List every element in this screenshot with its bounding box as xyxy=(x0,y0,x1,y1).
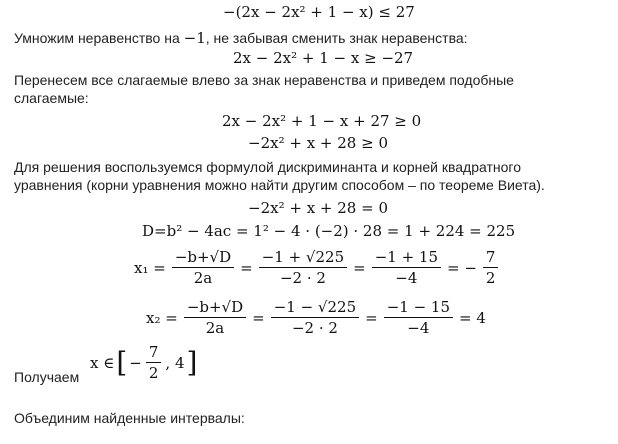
x2-formula-num: −b+√D xyxy=(184,298,246,318)
result-close-bracket: ] xyxy=(186,346,198,379)
discriminant-text-1: Для решения воспользуемся формулой дискриминанта и корней квадратного xyxy=(14,159,521,175)
result-fraction xyxy=(146,343,162,382)
result-open-bracket: [ xyxy=(116,346,128,379)
x1-result-fraction xyxy=(483,248,499,287)
quadratic-equation: −2x² + x + 28 = 0 xyxy=(248,199,388,217)
x2-eq-1: = xyxy=(252,308,265,327)
x1-eq-1: = xyxy=(240,258,253,277)
x1-eval-num: −1 + 15 xyxy=(372,248,441,268)
x1-formula-num: −b+√D xyxy=(172,248,234,268)
result-interval xyxy=(90,343,197,382)
x2-eval-den: −4 xyxy=(407,319,430,337)
x2-lhs: x₂ = xyxy=(146,308,178,327)
result-num: 7 xyxy=(146,343,162,363)
root-x2 xyxy=(146,298,486,337)
multiply-text-b: , не забывая сменить знак неравенства: xyxy=(205,30,468,46)
x1-subst-fraction xyxy=(259,248,347,287)
x2-subst-den: −2 · 2 xyxy=(291,319,338,337)
root-x1 xyxy=(134,248,500,287)
move-terms-text-2: слагаемые: xyxy=(14,90,89,106)
multiply-value: −1 xyxy=(183,29,206,47)
discriminant-calculation: D=b² − 4ac = 1² − 4 · (−2) · 28 = 1 + 224 = 225 xyxy=(142,222,516,240)
x1-result-den: 2 xyxy=(485,269,496,287)
multiply-text-a: Умножим неравенство на xyxy=(14,30,180,46)
result-comma-end: , 4 xyxy=(165,353,185,372)
flipped-inequality: 2x − 2x² + 1 − x ≥ −27 xyxy=(233,49,414,67)
x2-tail: = 4 xyxy=(459,308,486,327)
moved-inequality: 2x − 2x² + 1 − x + 27 ≥ 0 xyxy=(222,112,422,130)
x2-formula-fraction xyxy=(184,298,246,337)
x2-eq-2: = xyxy=(365,308,378,327)
x1-formula-den: 2a xyxy=(193,269,213,287)
x2-eval-num: −1 − 15 xyxy=(384,298,453,318)
result-label: Получаем xyxy=(14,369,80,385)
result-den: 2 xyxy=(148,364,159,382)
x1-lhs: x₁ = xyxy=(134,258,166,277)
x1-result-num: 7 xyxy=(483,248,499,268)
initial-inequality: −(2x − 2x² + 1 − x) ≤ 27 xyxy=(223,3,415,21)
x2-formula-den: 2a xyxy=(205,319,225,337)
x1-formula-fraction xyxy=(172,248,234,287)
x2-subst-num: −1 − √225 xyxy=(271,298,359,318)
x2-subst-fraction xyxy=(271,298,359,337)
simplified-inequality: −2x² + x + 28 ≥ 0 xyxy=(248,134,388,152)
move-terms-text-1: Перенесем все слагаемые влево за знак неравенства и приведем подобные xyxy=(14,72,514,88)
discriminant-text-2: уравнения (корни уравнения можно найти другим способом – по теореме Виета). xyxy=(14,177,545,193)
x1-eval-den: −4 xyxy=(395,269,418,287)
x1-eval-fraction xyxy=(372,248,441,287)
result-prefix: x ∈ xyxy=(90,353,115,372)
result-minus: − xyxy=(129,353,142,372)
x1-subst-den: −2 · 2 xyxy=(279,269,326,287)
combine-intervals-text: Объединим найденные интервалы: xyxy=(14,410,245,426)
x1-eq-2: = xyxy=(353,258,366,277)
x2-eval-fraction xyxy=(384,298,453,337)
multiply-instruction xyxy=(14,29,468,47)
x1-tail: = − xyxy=(447,258,477,277)
x1-subst-num: −1 + √225 xyxy=(259,248,347,268)
